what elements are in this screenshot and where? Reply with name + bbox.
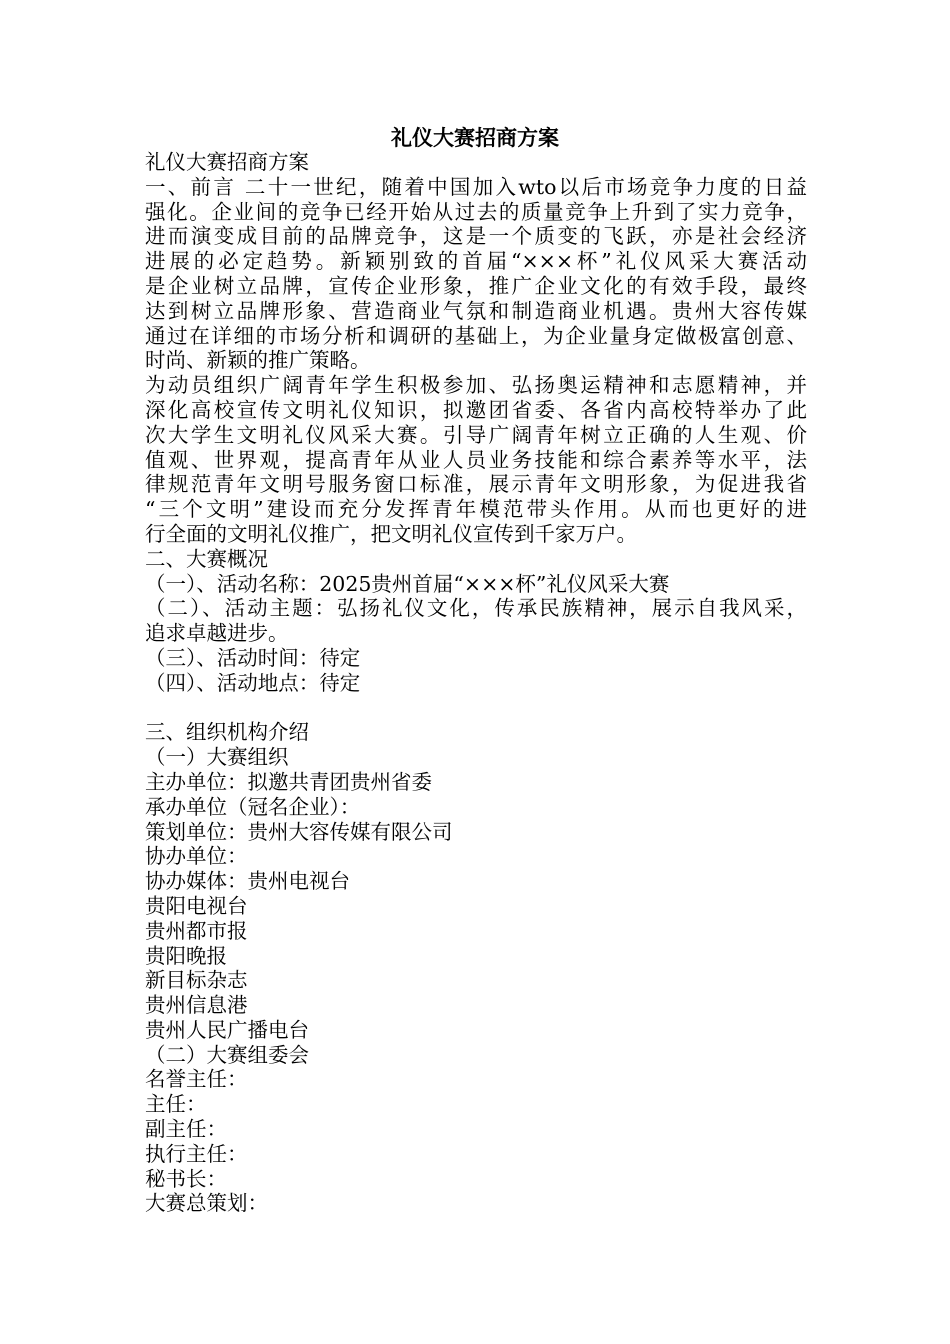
body-line: 行全面的文明礼仪推广，把文明礼仪宣传到千家万户。 <box>145 521 637 546</box>
body-line: 追求卓越进步。 <box>145 621 289 646</box>
body-line: 执行主任： <box>145 1141 248 1166</box>
body-line: 是企业树立品牌，宣传企业形象，推广企业文化的有效手段，最终 <box>145 273 807 298</box>
body-line: “三个文明”建设而充分发挥青年模范带头作用。从而也更好的进 <box>145 497 807 522</box>
body-line: （四）、活动地点：待定 <box>145 670 361 695</box>
body-line: 策划单位：贵州大容传媒有限公司 <box>145 819 453 844</box>
body-line: 贵州人民广播电台 <box>145 1017 309 1042</box>
body-line: 深化高校宣传文明礼仪知识，拟邀团省委、各省内高校特举办了此 <box>145 397 807 422</box>
document-body <box>145 150 807 1216</box>
body-line: 三、组织机构介绍 <box>145 720 309 745</box>
body-line: 次大学生文明礼仪风采大赛。引导广阔青年树立正确的人生观、价 <box>145 422 807 447</box>
body-line: 主任： <box>145 1092 207 1117</box>
body-line: 通过在详细的市场分析和调研的基础上，为企业量身定做极富创意、 <box>145 323 807 348</box>
body-line: 二、大赛概况 <box>145 546 268 571</box>
body-line: 达到树立品牌形象、营造商业气氛和制造商业机遇。贵州大容传媒 <box>145 298 807 323</box>
body-line: 一、前言 二十一世纪，随着中国加入wto以后市场竞争力度的日益 <box>145 174 807 199</box>
body-line: （二）、活动主题：弘扬礼仪文化，传承民族精神，展示自我风采， <box>145 596 807 621</box>
body-line: 贵阳晚报 <box>145 943 227 968</box>
body-line: 律规范青年文明号服务窗口标准，展示青年文明形象，为促进我省 <box>145 472 807 497</box>
body-line: 协办媒体：贵州电视台 <box>145 869 350 894</box>
body-line: 名誉主任： <box>145 1067 248 1092</box>
document-title: 礼仪大赛招商方案 <box>391 125 559 150</box>
body-line: （一）、活动名称：2025贵州首届“×××杯”礼仪风采大赛 <box>145 571 670 596</box>
body-line: 新目标杂志 <box>145 968 248 993</box>
body-line: 礼仪大赛招商方案 <box>145 150 309 174</box>
body-line: 大赛总策划： <box>145 1191 268 1216</box>
body-line: 进而演变成目前的品牌竞争，这是一个质变的飞跃，亦是社会经济 <box>145 224 807 249</box>
body-line: 贵阳电视台 <box>145 893 248 918</box>
body-line: 进展的必定趋势。新颖别致的首届“×××杯”礼仪风采大赛活动 <box>145 249 807 274</box>
body-line: 贵州信息港 <box>145 993 248 1018</box>
body-line: 主办单位：拟邀共青团贵州省委 <box>145 769 432 794</box>
body-line: （一）大赛组织 <box>145 745 289 770</box>
body-line: （三）、活动时间：待定 <box>145 645 361 670</box>
body-line: 值观、世界观，提高青年从业人员业务技能和综合素养等水平，法 <box>145 447 807 472</box>
body-line: 秘书长： <box>145 1166 227 1191</box>
body-line: 时尚、新颖的推广策略。 <box>145 348 371 373</box>
body-line: 为动员组织广阔青年学生积极参加、弘扬奥运精神和志愿精神，并 <box>145 373 807 398</box>
body-line: 副主任： <box>145 1117 227 1142</box>
body-line: （二）大赛组委会 <box>145 1042 309 1067</box>
body-line: 贵州都市报 <box>145 918 248 943</box>
body-line: 协办单位： <box>145 844 248 869</box>
body-line: 承办单位（冠名企业）： <box>145 794 361 819</box>
body-line: 强化。企业间的竞争已经开始从过去的质量竞争上升到了实力竞争， <box>145 199 807 224</box>
blank-line <box>145 696 807 721</box>
